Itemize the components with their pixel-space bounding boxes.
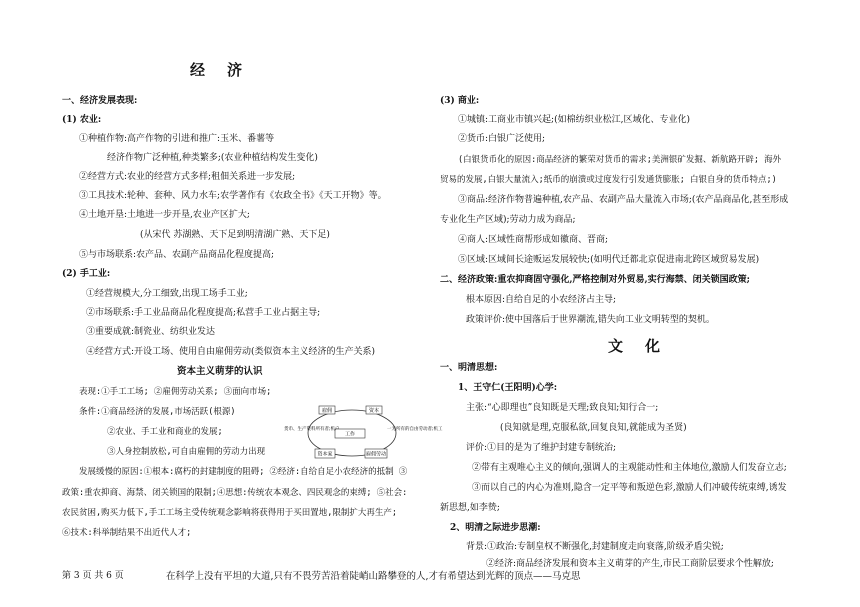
diagram-right-text: 一无所有的自由劳动者;机工 xyxy=(387,427,443,432)
diagram-left-text: 货币、生产资料所有者;机户 xyxy=(284,427,340,432)
diagram-node-capital: 资本 xyxy=(368,408,380,414)
cap-line-1: 表现:①手工工场; ②雇佣劳动关系; ③面向市场; xyxy=(79,387,272,397)
commerce-line-2: ②货币:白银广泛使用; xyxy=(458,134,546,144)
footer-quote: 在科学上没有平坦的大道,只有不畏劳苦沿着陡峭山路攀登的人,才有希望达到光辉的顶点——马克思 xyxy=(166,571,581,582)
heading-wang: 1、王守仁(王阳明)心学: xyxy=(458,383,558,393)
agri-line-5: ④土地开垦:土地进一步开垦,农业产区扩大; xyxy=(79,210,250,220)
diagram-node-capitalist: 资本家 xyxy=(317,451,333,458)
craft-line-2: ②市场联系:手工业品商品化程度提高;私营手工业占据主导; xyxy=(86,308,321,318)
policy-reason: 根本原因:自给自足的小农经济占主导; xyxy=(466,295,617,305)
heading-commerce: (3) 商业: xyxy=(440,96,480,106)
cap-line-5: 发展缓慢的原因:①根本:腐朽的封建制度的阻碍; ②经济:自给自足小农经济的抵制 ③ xyxy=(79,467,408,477)
heading-progressive: 2、明清之际进步思潮: xyxy=(450,523,541,533)
agri-line-6: (从宋代 苏湖熟、天下足到明清湖广熟、天下足) xyxy=(140,230,330,240)
cap-line-6: 政策:重农抑商、海禁、闭关锁国的限制;④思想:传统农本观念、四民观念的束缚; ⑤社会: xyxy=(62,488,408,498)
wang-line-1: 主张:“心即理也”良知既是天理;致良知;知行合一; xyxy=(466,403,659,413)
progressive-line-2: ②经济:商品经济发展和资本主义萌芽的产生,市民工商阶层要求个性解放; xyxy=(486,559,774,569)
heading-handicraft: (2) 手工业: xyxy=(62,269,111,279)
diagram-node-hire: 雇佣 xyxy=(321,408,333,414)
commerce-line-6: 专业化生产区域);劳动力成为商品; xyxy=(440,215,576,225)
agri-line-1: ①种植作物:高产作物的引进和推广:玉米、番薯等 xyxy=(79,134,275,144)
commerce-line-1: ①城镇:工商业市镇兴起;(如棉纺织业松江,区域化、专业化) xyxy=(458,115,690,125)
cap-line-8: ⑥技术:科举制结果不出近代人才; xyxy=(62,528,192,538)
wang-line-5: ③而以自己的内心为准则,隐含一定平等和叛逆色彩,激励人们冲破传统束缚,诱发 xyxy=(472,483,787,493)
commerce-line-4: 贸易的发展,白银大量流入;纸币的崩溃或过度发行引发通货膨胀; 白银自身的货币特点;) xyxy=(440,175,777,185)
wang-line-6: 新思想,如李贽; xyxy=(440,503,500,513)
commerce-line-8: ⑤区域:区域间长途贩运发展较快;(如明代迁都北京促进南北跨区域贸易发展) xyxy=(458,255,760,265)
commerce-line-7: ④商人:区域性商帮形成如徽商、晋商; xyxy=(458,235,609,245)
craft-line-1: ①经营规模大,分工细致,出现工场手工业; xyxy=(86,289,248,299)
capitalism-title: 资本主义萌芽的认识 xyxy=(177,366,263,377)
agri-line-4: ③工具技术:轮种、套种、风力水车;农学著作有《农政全书》《天工开物》等。 xyxy=(79,191,387,201)
title-economy: 经济 xyxy=(190,61,265,79)
agri-line-7: ⑤与市场联系:农产品、农副产品商品化程度提高; xyxy=(79,250,275,260)
craft-line-3: ③重要成就:制瓷业、纺织业发达 xyxy=(86,327,216,337)
diagram-node-wage-labor: 雇佣劳动 xyxy=(365,451,387,458)
commerce-line-3: (白银货币化的原因:商品经济的繁荣对货币的需求;美洲银矿发掘、新航路开辟; 海外 xyxy=(458,155,782,165)
cap-line-3: ②农业、手工业和商业的发展; xyxy=(107,427,223,437)
progressive-line-1: 背景:①政治:专制皇权不断强化,封建制度走向衰落,阶级矛盾尖锐; xyxy=(466,542,724,552)
policy-evaluation: 政策评价:使中国落后于世界潮流,错失向工业文明转型的契机。 xyxy=(466,315,715,325)
agri-line-2: 经济作物广泛种植,种类繁多;(农业种植结构发生变化) xyxy=(107,153,318,163)
heading-agriculture: (1) 农业: xyxy=(62,115,102,125)
page-number: 第 3 页 共 6 页 xyxy=(62,571,124,581)
policy-line: 二、经济政策:重农抑商固守强化,严格控制对外贸易,实行海禁、闭关锁国政策; xyxy=(440,275,750,285)
diagram-node-workshop: 工作 xyxy=(344,431,356,438)
capitalism-diagram xyxy=(283,402,443,464)
title-culture: 文化 xyxy=(608,337,683,355)
cap-line-4: ③人身控制放松,可自由雇佣的劳动力出现 xyxy=(107,447,266,457)
agri-line-3: ②经营方式:农业的经营方式多样;租佃关系进一步发展; xyxy=(79,172,296,182)
wang-line-2: (良知就是理,克服私欲,回复良知,就能成为圣贤) xyxy=(500,423,687,433)
cap-line-2: 条件:①商品经济的发展,市场活跃(根源) xyxy=(79,407,236,417)
wang-line-4: ②带有主观唯心主义的倾向,强调人的主观能动性和主体地位,激励人们发奋立志; xyxy=(472,463,787,473)
heading-1: 一、经济发展表现: xyxy=(62,96,138,106)
craft-line-4: ④经营方式:开设工场、使用自由雇佣劳动(类似资本主义经济的生产关系) xyxy=(86,347,376,357)
cap-line-7: 农民贫困,购买力低下,手工工场主受传统观念影响将获得用于买田置地,限制扩大再生产; xyxy=(62,508,397,518)
heading-thought: 一、明清思想: xyxy=(440,363,498,373)
commerce-line-5: ③商品:经济作物普遍种植,农产品、农副产品大量流入市场;(农产品商品化,甚至形成 xyxy=(458,195,789,205)
wang-line-3: 评价:①目的是为了维护封建专制统治; xyxy=(466,443,617,453)
